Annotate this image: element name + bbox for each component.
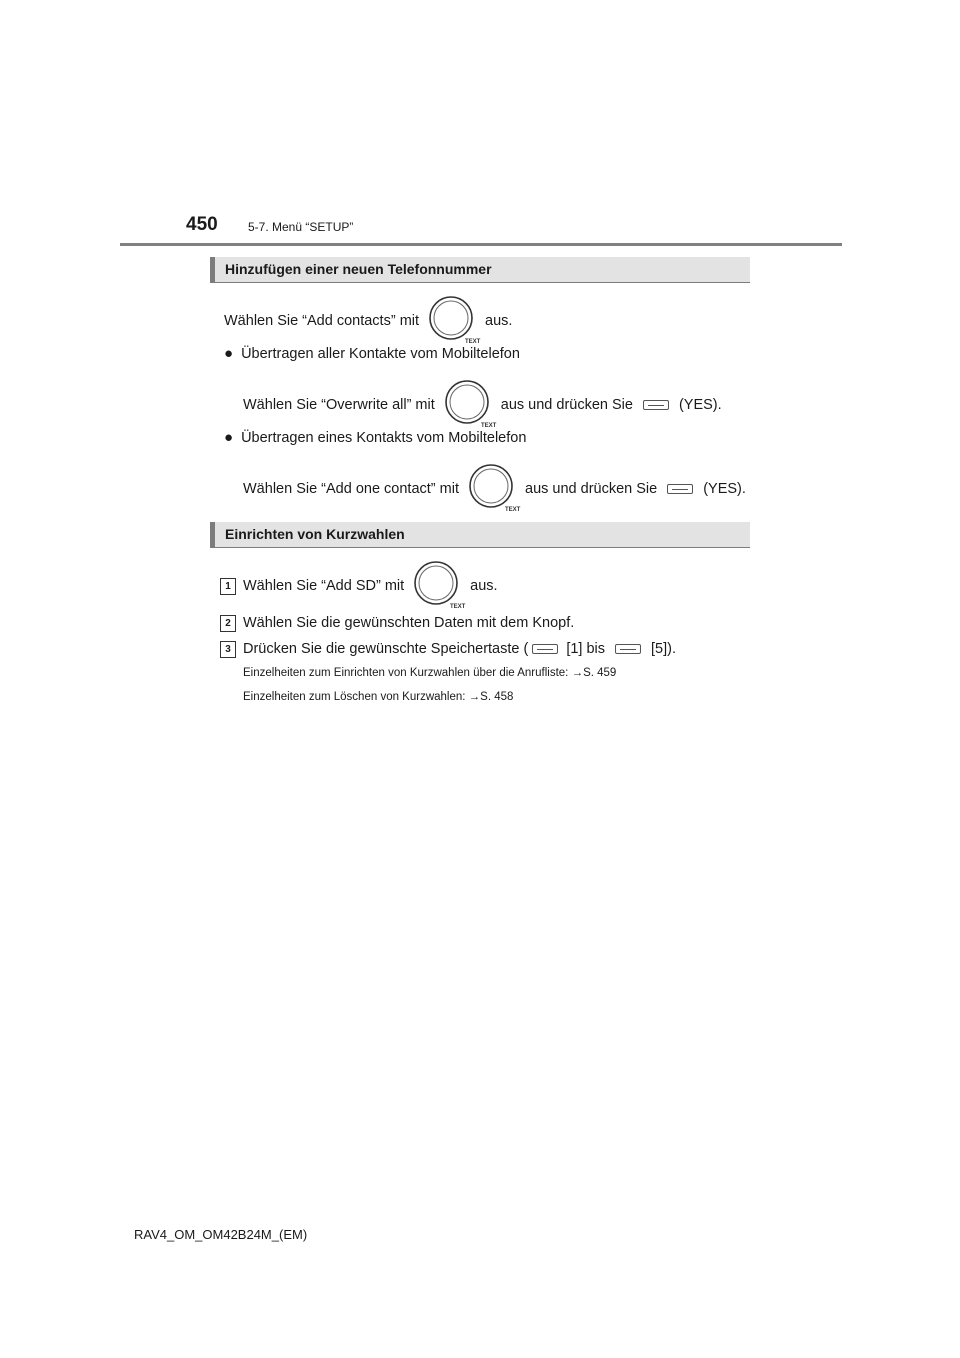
svg-text:TEXT: TEXT [505, 507, 521, 513]
step-text: Drücken Sie die gewünschte Speichertaste ( [243, 641, 529, 657]
preset-button-icon [615, 644, 641, 654]
step-text: Wählen Sie die gewünschten Daten mit dem Knopf. [243, 615, 575, 631]
instruction-text: Wählen Sie “Add one contact” mit [243, 481, 459, 497]
intro-text-before: Wählen Sie “Add contacts” mit [224, 313, 420, 329]
step-text: aus. [470, 578, 498, 594]
instruction-text: aus und drücken Sie [500, 397, 633, 413]
yes-button-icon [667, 484, 693, 494]
instruction-text: (YES). [703, 481, 746, 497]
bullet-icon: ● [224, 345, 234, 362]
note-call-list: Einzelheiten zum Einrichten von Kurzwahlen über die Anrufliste: →S. 459 [243, 667, 617, 679]
step-text: Wählen Sie “Add SD” mit [243, 578, 405, 594]
text-knob-icon [412, 561, 466, 611]
text-knob-icon [467, 464, 521, 514]
step-number-3: 3 [220, 641, 236, 658]
svg-text:TEXT: TEXT [480, 423, 497, 429]
note-delete: Einzelheiten zum Löschen von Kurzwahlen: →S. 458 [243, 691, 514, 703]
instruction-text: aus und drücken Sie [525, 481, 658, 497]
intro-text-after: aus. [485, 313, 513, 329]
step-1 [243, 561, 498, 611]
option-instruction-all [243, 380, 722, 430]
header-rule [120, 243, 842, 246]
instruction-text: Wählen Sie “Overwrite all” mit [243, 397, 435, 413]
step-3 [243, 641, 676, 657]
option-instruction-one [243, 464, 746, 514]
text-knob-icon [443, 380, 497, 430]
preset-button-icon [532, 644, 558, 654]
intro-line [224, 296, 512, 346]
section-heading-speed-dial: Einrichten von Kurzwahlen [210, 522, 750, 548]
option-title: Übertragen aller Kontakte vom Mobiltelefon [241, 345, 520, 362]
step-2 [243, 615, 574, 631]
option-bullet-one [224, 429, 526, 446]
page-number: 450 [186, 214, 218, 235]
bullet-icon: ● [224, 429, 234, 446]
step-number-1: 1 [220, 578, 236, 595]
section-label: 5-7. Menü “SETUP” [248, 220, 354, 234]
yes-button-icon [643, 400, 669, 410]
document-code: RAV4_OM_OM42B24M_(EM) [134, 1227, 308, 1242]
section-heading-add-number: Hinzufügen einer neuen Telefonnummer [210, 257, 750, 283]
svg-text:TEXT: TEXT [465, 339, 481, 345]
svg-text:TEXT: TEXT [450, 604, 466, 610]
instruction-text: (YES). [678, 397, 722, 413]
option-title: Übertragen eines Kontakts vom Mobiltelefon [241, 429, 527, 446]
step-text: [5]). [651, 641, 676, 657]
text-knob-icon [427, 296, 481, 346]
step-text: [1] bis [566, 641, 606, 657]
step-number-2: 2 [220, 615, 236, 632]
option-bullet-all [224, 345, 520, 362]
